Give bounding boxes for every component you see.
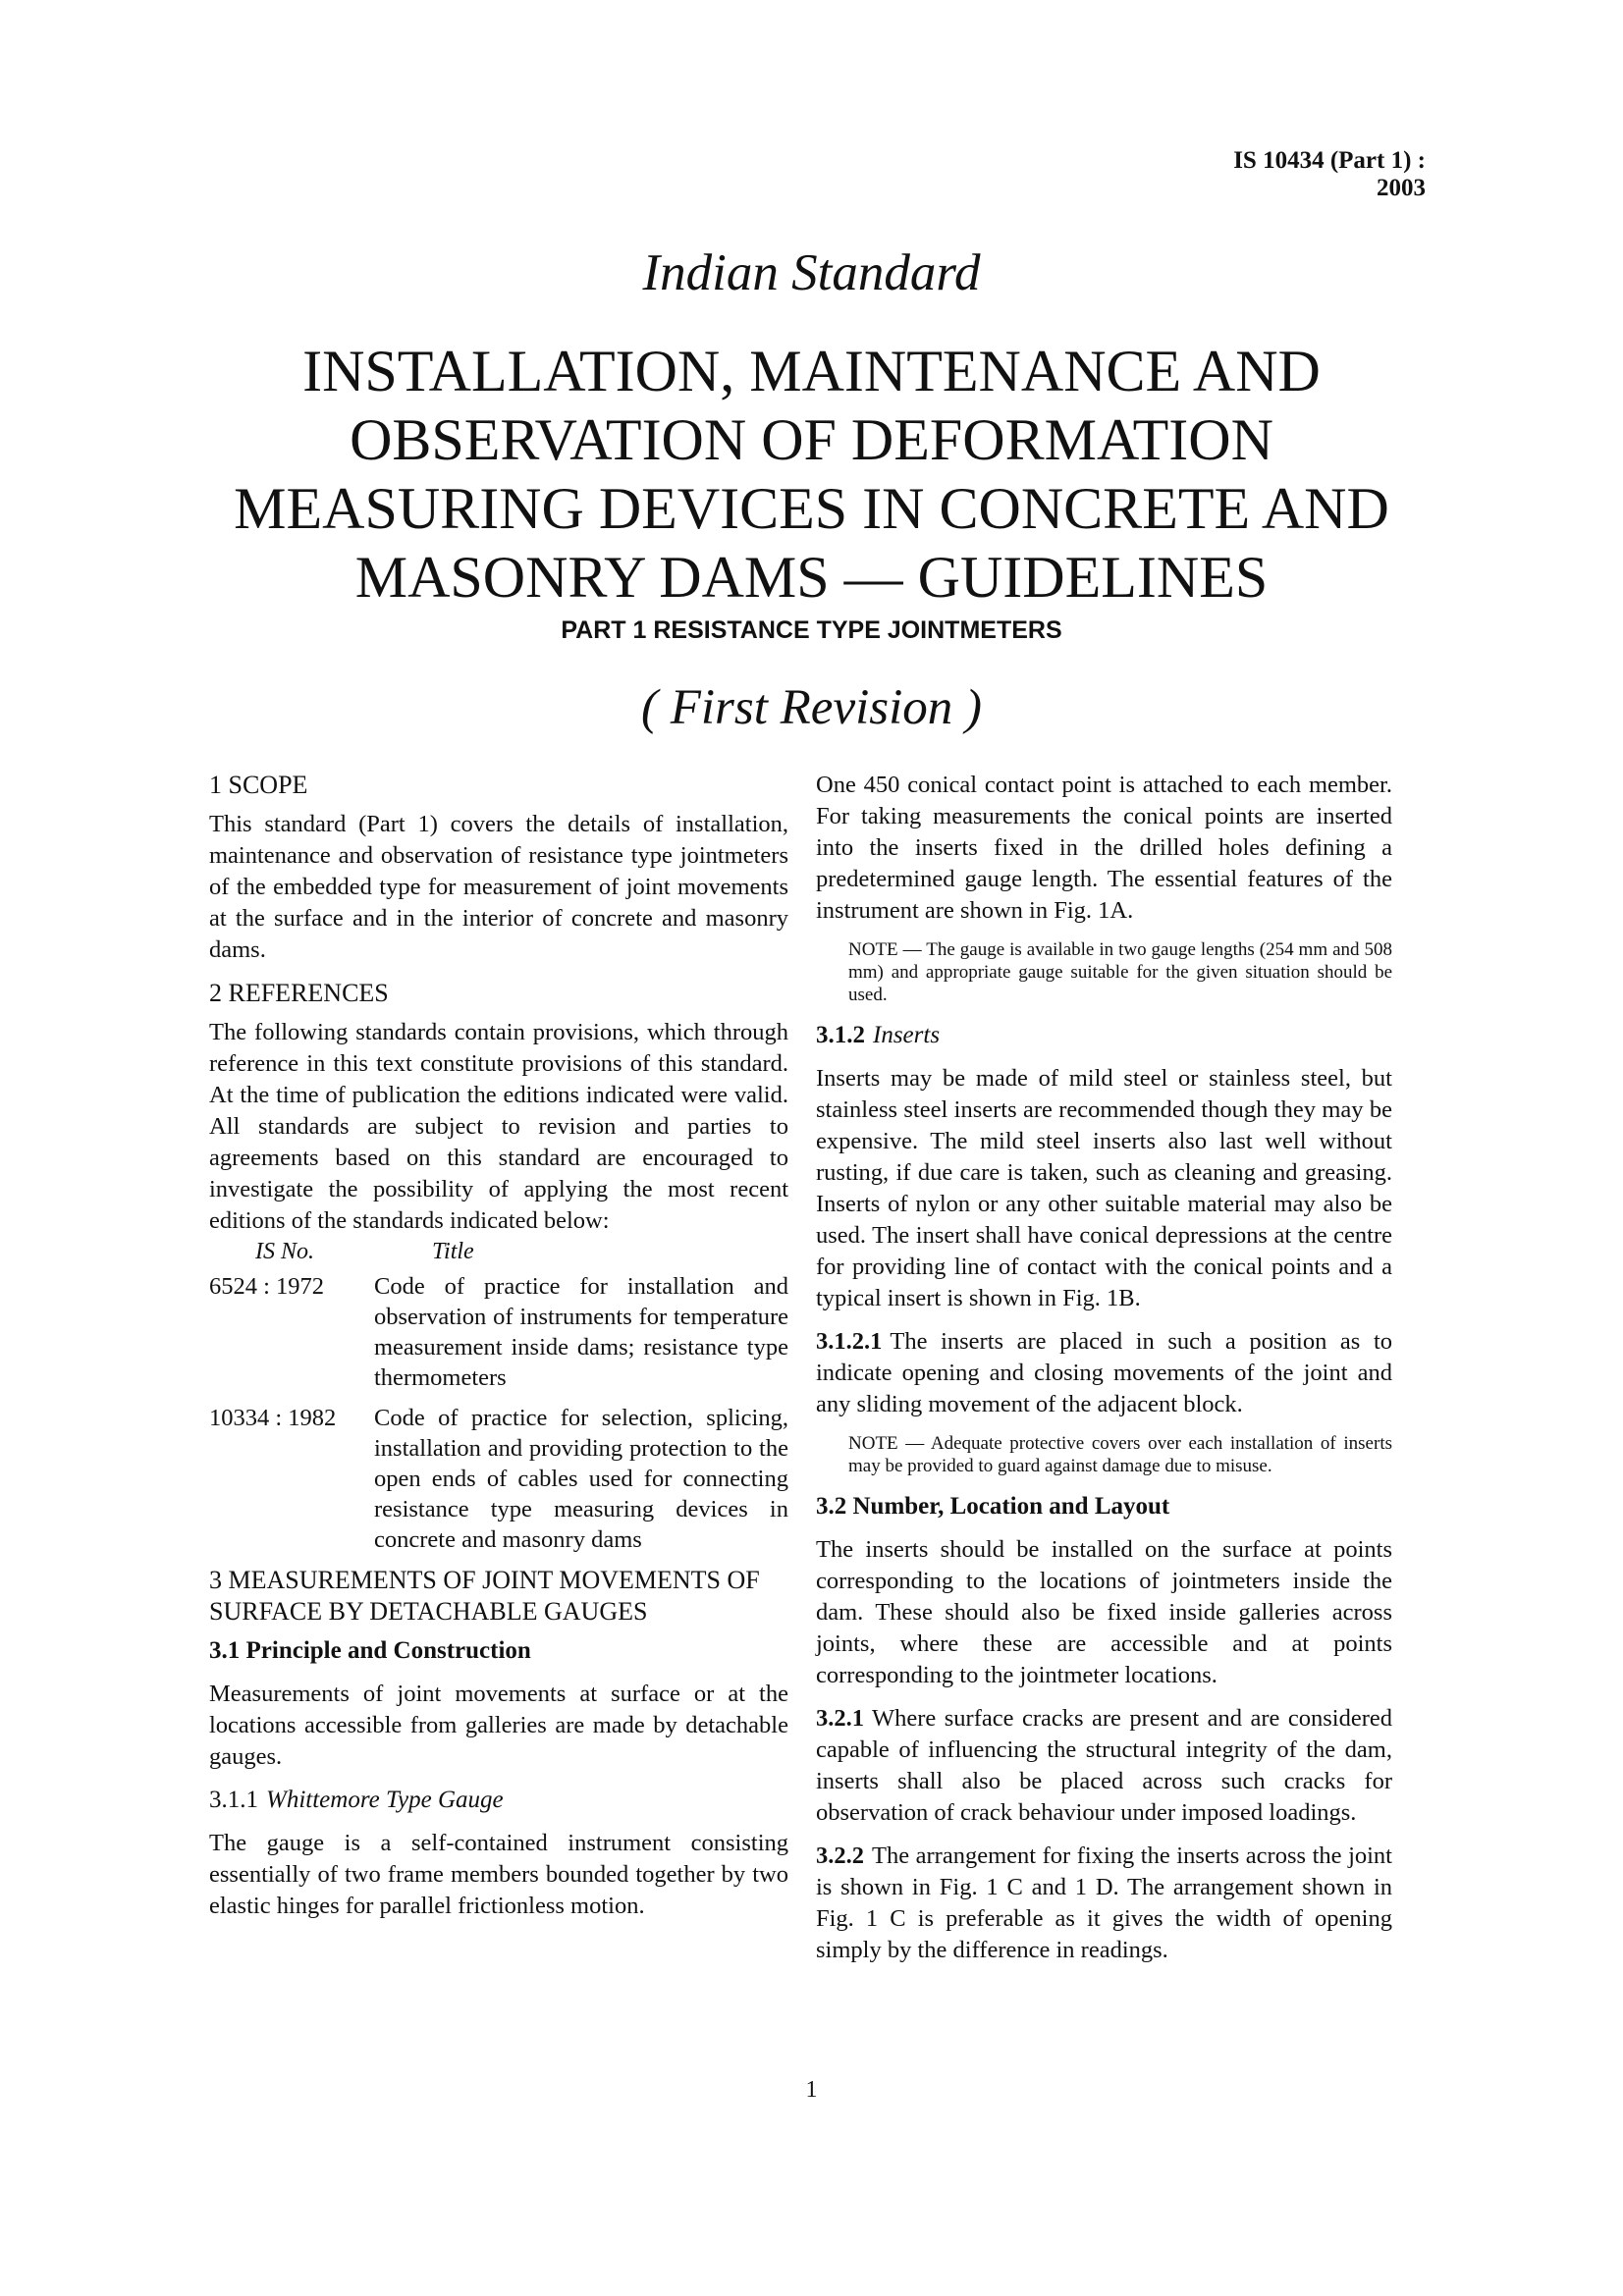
lead-heading: Indian Standard (642, 244, 981, 301)
section-3-1-text: Measurements of joint movements at surface or at the locations accessible from galleries are made by detachable gauges. (209, 1681, 788, 1770)
ref-col-title: Title (432, 1239, 474, 1264)
title-line: INSTALLATION, MAINTENANCE AND (302, 339, 1321, 403)
references-heading: 2 REFERENCES (209, 979, 389, 1007)
section-3-2-2-body: The arrangement for fixing the inserts across the joint is shown in Fig. 1 C and 1 D. The arrangement shown in Fig. 1 C is preferable as it gives the width of opening simply by the difference in readings. (816, 1842, 1392, 1963)
section-3-1-2-1-body: The inserts are placed in such a position as to indicate opening and closing movements of the joint and any sliding movement of the adjacent block. (816, 1328, 1392, 1417)
title-line: OBSERVATION OF DEFORMATION (350, 407, 1273, 472)
section-3-2-heading (816, 1491, 1392, 1522)
references-table-header (209, 1239, 788, 1265)
standard-number: IS 10434 (Part 1) : 2003 (1233, 147, 1426, 201)
section-number: 3.2.1 (816, 1705, 864, 1732)
section-number: 3.1.2 (816, 1022, 865, 1048)
gauge-length-note: NOTE — The gauge is available in two gauge lengths (254 mm and 508 mm) and appropriate gauge suitable for the given situation should be used. (848, 939, 1392, 1005)
section-3-1-2-1-text (816, 1326, 1392, 1420)
right-column (816, 770, 1392, 1978)
section-3-1-2-title: Inserts (873, 1022, 941, 1048)
ref-col-no: IS No. (255, 1239, 314, 1264)
section-3-2-1-body: Where surface cracks are present and are considered capable of influencing the structural integrity of the dam, inserts shall also be placed across such cracks for observation of crack behaviour under imposed loadings. (816, 1705, 1392, 1826)
page-number: 1 (805, 2077, 818, 2103)
section-3-2-2-text (816, 1841, 1392, 1966)
section-3-2-title: 3.2 Number, Location and Layout (816, 1493, 1170, 1520)
protective-cover-note: NOTE — Adequate protective covers over each installation of inserts may be provided to guard against damage due to misuse. (848, 1433, 1392, 1476)
reference-row (209, 1271, 788, 1393)
references-text: The following standards contain provisions, which through reference in this text constitute provisions of this standard. At the time of publication the editions indicated were valid. All standards are subject to revision and parties to agreements based on this standard are encouraged to investigate the possibility of applying the most recent editions of the standards indicated below: (209, 1019, 788, 1234)
section-3-1-2-heading (816, 1020, 1392, 1051)
reference-title: Code of practice for selection, splicing, installation and providing protection to the open ends of cables used for connecting resistance type measuring devices in concrete and masonry dams (374, 1405, 788, 1553)
title-line: MASONRY DAMS — GUIDELINES (354, 545, 1269, 610)
gauge-contact-text: One 450 conical contact point is attached to each member. For taking measurements the conical points are inserted into the inserts fixed in the drilled holes defining a predetermined gauge length. The essential features of the instrument are shown in Fig. 1A. (816, 772, 1392, 924)
section-3-2-text: The inserts should be installed on the surface at points corresponding to the locations of jointmeters inside the dam. These should also be fixed inside galleries across joints, where these are accessible and at points corresponding to the jointmeter locations. (816, 1536, 1392, 1688)
section-number: 3.2.2 (816, 1842, 864, 1869)
section-3-1-title: 3.1 Principle and Construction (209, 1637, 531, 1664)
section-3-1-2-text: Inserts may be made of mild steel or stainless steel, but stainless steel inserts are recommended though they may be expensive. The mild steel inserts also last well without rusting, if due care is taken, such as cleaning and greasing. Inserts of nylon or any other suitable material may also be used. The insert shall have conical depressions at the centre for providing line of contact with the conical points and a typical insert is shown in Fig. 1B. (816, 1065, 1392, 1311)
part-heading: PART 1 RESISTANCE TYPE JOINTMETERS (561, 616, 1062, 644)
scope-text: This standard (Part 1) covers the details of installation, maintenance and observation of resistance type jointmeters of the embedded type for measurement of joint movements at the surface and in the interior of concrete and masonry dams. (209, 811, 788, 963)
section-3-1-1-text: The gauge is a self-contained instrument consisting essentially of two frame members bounded together by two elastic hinges for parallel frictionless motion. (209, 1830, 788, 1919)
section-3-1-heading (209, 1635, 788, 1667)
reference-number: 10334 : 1982 (209, 1405, 337, 1431)
section-3-1-1-title: Whittemore Type Gauge (266, 1787, 504, 1813)
document-title (0, 337, 1623, 612)
revision-label: ( First Revision ) (640, 680, 982, 735)
reference-row (209, 1403, 788, 1555)
title-line: MEASURING DEVICES IN CONCRETE AND (234, 476, 1389, 541)
section-3-heading: 3 MEASUREMENTS OF JOINT MOVEMENTS OF SURFACE BY DETACHABLE GAUGES (209, 1566, 760, 1626)
reference-number: 6524 : 1972 (209, 1273, 325, 1300)
reference-title: Code of practice for installation and observation of instruments for temperature measurement inside dams; resistance type thermometers (374, 1273, 788, 1391)
section-3-1-1-heading (209, 1785, 788, 1816)
section-3-2-1-text (816, 1703, 1392, 1829)
section-number: 3.1.2.1 (816, 1328, 883, 1355)
left-column (209, 770, 788, 1934)
section-number: 3.1.1 (209, 1787, 258, 1813)
scope-heading: 1 SCOPE (209, 771, 308, 799)
